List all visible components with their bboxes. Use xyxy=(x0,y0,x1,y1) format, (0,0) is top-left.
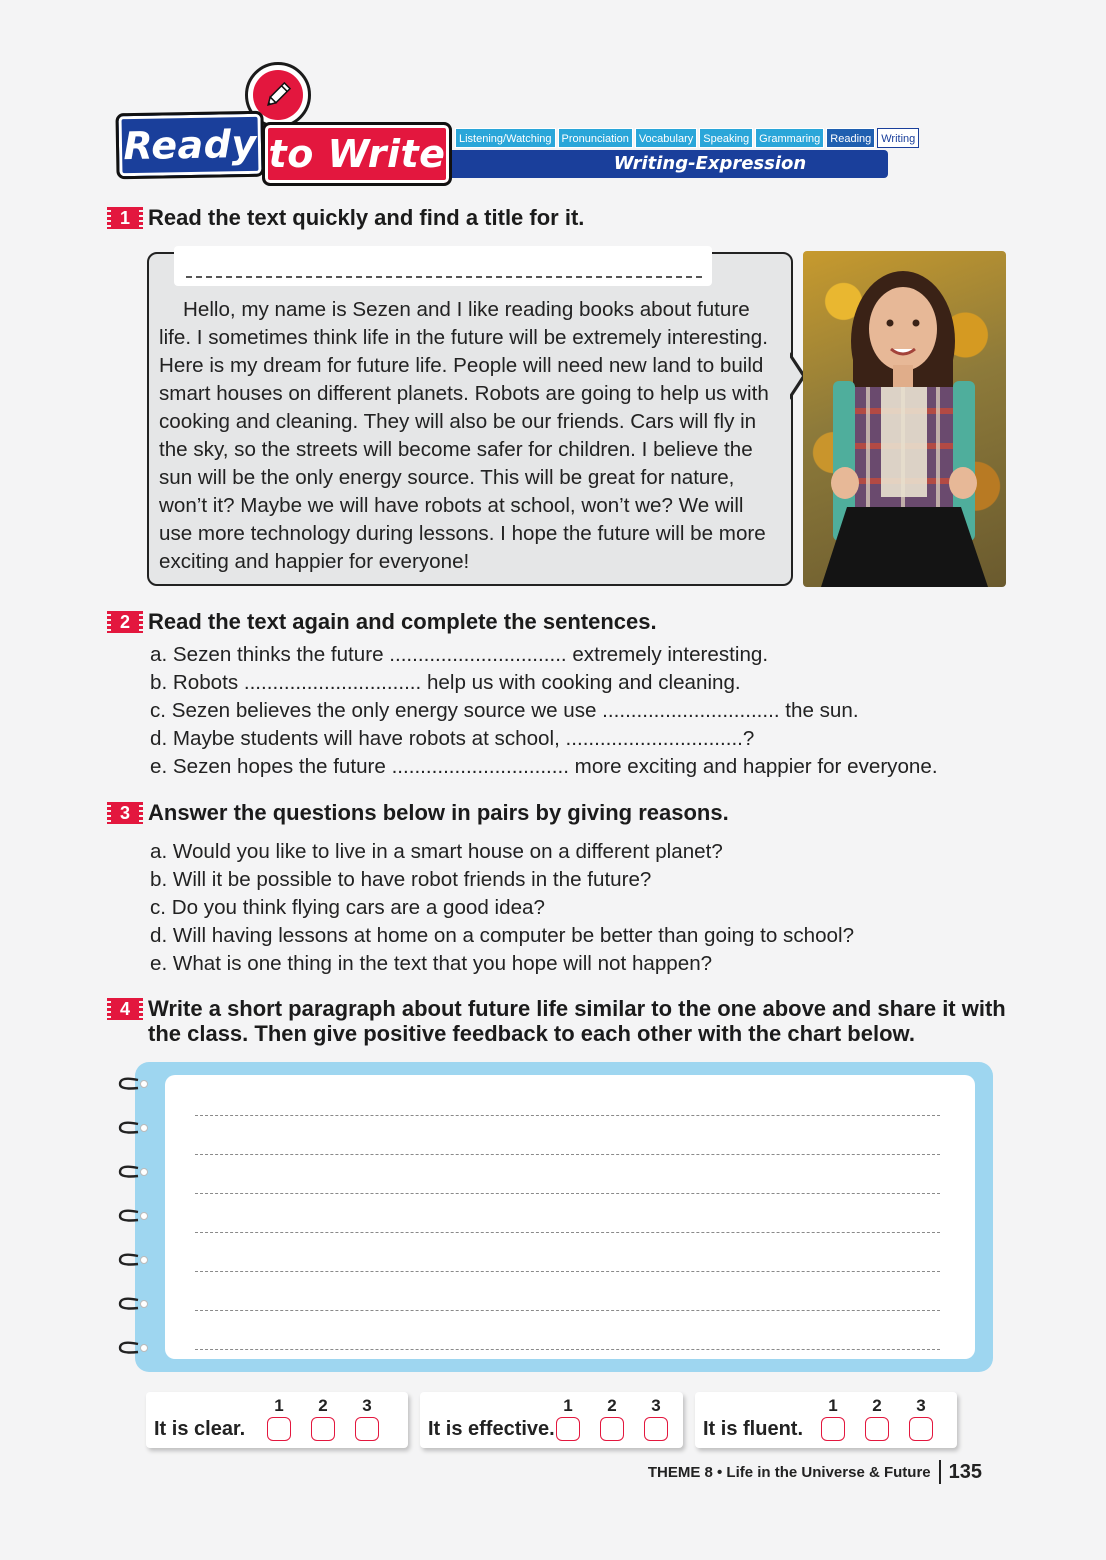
rating-number: 3 xyxy=(651,1396,661,1415)
to-write-label: to Write xyxy=(268,132,446,176)
title-answer-line xyxy=(186,276,702,278)
task4-instruction-line1: Write a short paragraph about future life similar to the one above and share it with xyxy=(148,996,1006,1021)
list-item: d. Maybe students will have robots at school, ...............................? xyxy=(150,727,755,750)
spiral-ring-icon xyxy=(118,1209,152,1223)
task2-instruction: Read the text again and complete the sentences. xyxy=(148,609,657,634)
task1-instruction: Read the text quickly and find a title for it. xyxy=(148,205,585,230)
task3-instruction: Answer the questions below in pairs by giving reasons. xyxy=(148,800,729,825)
skill-reading: Reading xyxy=(826,128,875,148)
skill-grammaring: Grammaring xyxy=(755,128,824,148)
task4-heading xyxy=(110,996,1006,1046)
ready-label-box xyxy=(115,111,264,180)
girl-photo xyxy=(803,251,1006,587)
list-item: e. What is one thing in the text that you hope will not happen? xyxy=(150,952,713,975)
rating-card-fluent xyxy=(695,1392,957,1448)
rating-label: It is clear. xyxy=(154,1418,246,1440)
theme-label: THEME 8 • Life in the Universe & Future xyxy=(647,1463,931,1481)
list-item: e. Sezen hopes the future ............................... more exciting and happier for everyone. xyxy=(150,755,938,778)
ready-label: Ready xyxy=(122,121,257,169)
rating-label: It is fluent. xyxy=(703,1418,803,1440)
spiral-ring-icon xyxy=(118,1077,152,1091)
page-number: 135 xyxy=(948,1460,982,1483)
rating-checkbox[interactable] xyxy=(556,1417,580,1441)
rating-number: 2 xyxy=(872,1396,882,1415)
list-item: b. Will it be possible to have robot friends in the future? xyxy=(150,868,652,891)
spiral-ring-icon xyxy=(118,1253,152,1267)
task2-number: 2 xyxy=(110,611,140,633)
list-item: c. Do you think flying cars are a good idea? xyxy=(150,896,545,919)
task2-sentences xyxy=(150,641,938,781)
list-item: a. Sezen thinks the future ............................... extremely interesting. xyxy=(150,643,769,666)
rating-number: 1 xyxy=(828,1396,838,1415)
rating-checkbox[interactable] xyxy=(355,1417,379,1441)
rating-number: 1 xyxy=(274,1396,284,1415)
spiral-ring-icon xyxy=(118,1165,152,1179)
task1-number: 1 xyxy=(110,207,140,229)
page-footer xyxy=(648,1460,982,1484)
reading-text: Hello, my name is Sezen and I like reading books about future life. I sometimes think life in the future will be extremely interesting. Here is my dream for future life. People will need new land to build smart houses on different planets. Robots are going to help us with cooking and cleaning. They will also be our friends. Cars will fly in the sky, so the streets will become safer for children. I believe the sun will be the only energy source. This will be great for nature, won’t it? Maybe we will have robots at school, won’t we? We will use more technology during lessons. I hope the future will be more exciting and happier for everyone! xyxy=(159,298,769,573)
list-item: b. Robots ............................... help us with cooking and cleaning. xyxy=(150,671,741,694)
spiral-ring-icon xyxy=(118,1121,152,1135)
rating-checkbox[interactable] xyxy=(600,1417,624,1441)
skill-vocabulary: Vocabulary xyxy=(635,128,697,148)
writing-line xyxy=(195,1154,940,1155)
pencil-icon xyxy=(262,79,294,111)
rating-number: 1 xyxy=(563,1396,573,1415)
rating-number: 2 xyxy=(607,1396,617,1415)
writing-line xyxy=(195,1232,940,1233)
list-item: d. Will having lessons at home on a computer be better than going to school? xyxy=(150,924,855,947)
list-item: a. Would you like to live in a smart house on a different planet? xyxy=(150,840,723,863)
rating-label: It is effective. xyxy=(428,1418,555,1440)
rating-checkbox[interactable] xyxy=(865,1417,889,1441)
section-band: Writing-Expression xyxy=(452,150,888,178)
writing-line xyxy=(195,1310,940,1311)
task4-number: 4 xyxy=(110,998,140,1020)
spiral-ring-icon xyxy=(118,1341,152,1355)
spiral-ring-icon xyxy=(118,1297,152,1311)
rating-checkbox[interactable] xyxy=(909,1417,933,1441)
task2-heading xyxy=(110,609,657,635)
rating-number: 3 xyxy=(916,1396,926,1415)
footer-divider xyxy=(939,1460,941,1484)
writing-area[interactable] xyxy=(165,1075,975,1359)
list-item: c. Sezen believes the only energy source we use ............................... the sun. xyxy=(150,699,859,722)
rating-card-clear xyxy=(146,1392,408,1448)
skill-writing: Writing xyxy=(877,128,919,148)
rating-number: 3 xyxy=(362,1396,372,1415)
section-header xyxy=(112,62,916,192)
task4-instruction xyxy=(148,996,1006,1046)
skill-pronunciation: Pronunciation xyxy=(558,128,633,148)
rating-checkbox[interactable] xyxy=(311,1417,335,1441)
rating-checkbox[interactable] xyxy=(644,1417,668,1441)
task3-questions xyxy=(150,838,854,978)
skills-bar xyxy=(455,128,919,148)
writing-line xyxy=(195,1349,940,1350)
skill-speaking: Speaking xyxy=(699,128,753,148)
task3-number: 3 xyxy=(110,802,140,824)
rating-number: 2 xyxy=(318,1396,328,1415)
rating-card-effective xyxy=(420,1392,683,1448)
writing-line xyxy=(195,1271,940,1272)
title-answer-field[interactable] xyxy=(174,246,712,286)
writing-line xyxy=(195,1193,940,1194)
task1-heading xyxy=(110,205,584,231)
skill-listening: Listening/Watching xyxy=(455,128,556,148)
to-write-label-box xyxy=(262,122,452,186)
task4-instruction-line2: the class. Then give positive feedback to each other with the chart below. xyxy=(148,1021,915,1046)
rating-checkbox[interactable] xyxy=(267,1417,291,1441)
rating-checkbox[interactable] xyxy=(821,1417,845,1441)
writing-line xyxy=(195,1115,940,1116)
task3-heading xyxy=(110,800,729,826)
